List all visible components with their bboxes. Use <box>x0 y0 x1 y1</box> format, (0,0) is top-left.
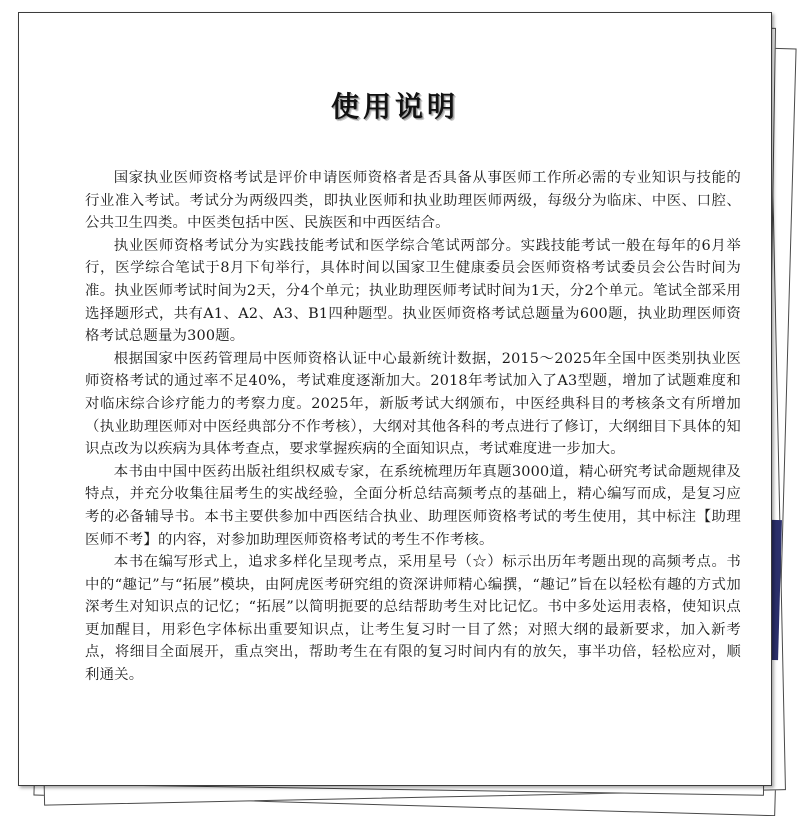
page-title: 使用说明 <box>330 90 459 123</box>
paragraph-book-format: 本书在编写形式上，追求多样化呈现考点，采用星号（☆）标示出历年考题出现的高频考点。书中的“趣记”与“拓展”模块，由阿虎医考研究组的资深讲师精心编撰，“趣记”旨在以轻松有趣的方式加深考生对知识点的记忆；“拓展”以简明扼要的总结帮助考生对比记忆。书中多处运用表格，使知识点更加醒目，用彩色字体标出重要知识点，让考生复习时一目了然；对照大纲的最新要求，加入新考点，将细目全面展开，重点突出，帮助考生在有限的复习时间内有的放矢，事半功倍，轻松应对，顺利通关。 <box>85 554 741 684</box>
paragraph-statistics: 根据国家中医药管理局中医师资格认证中心最新统计数据，2015～2025年全国中医类别执业医师资格考试的通过率不足40%，考试难度逐渐加大。2018年考试加入了A3型题，增加了试题难度和对临床综合诊疗能力的考察力度。2025年，新版考试大纲颁布，中医经典科目的考核条文有所增加（执业助理医师对中医经典部分不作考核），大纲对其他各科的考点进行了修订，大纲细目下具体的知识点改为以疾病为具体考查点，要求掌握疾病的全面知识点，考试难度进一步加大。 <box>85 350 741 458</box>
paragraph-exam-structure: 执业医师资格考试分为实践技能考试和医学综合笔试两部分。实践技能考试一般在每年的6月举行，医学综合笔试于8月下旬举行，具体时间以国家卫生健康委员会医师资格考试委员会公告时间为准。执业医师考试时间为2天，分4个单元；执业助理医师考试时间为1天，分2个单元。笔试全部采用选择题形式，共有A1、A2、A3、B1四种题型。执业医师资格考试总题量为600题，执业助理医师资格考试总题量为300题。 <box>85 237 741 345</box>
paragraph-book-origin: 本书由中国中医药出版社组织权威专家，在系统梳理历年真题3000道，精心研究考试命题规律及特点，并充分收集往届考生的实战经验，全面分析总结高频考点的基础上，精心编写而成，是复习应考的必备辅导书。本书主要供参加中西医结合执业、助理医师资格考试的考生使用，其中标注【助理医师不考】的内容，对参加助理医师资格考试的考生不作考核。 <box>85 463 741 548</box>
page-body <box>85 167 741 687</box>
document-page <box>18 12 772 786</box>
paragraph-intro: 国家执业医师资格考试是评价申请医师资格者是否具备从事医师工作所必需的专业知识与技能的行业准入考试。考试分为两级四类，即执业医师和执业助理医师两级，每级分为临床、中医、口腔、公共卫生四类。中医类包括中医、民族医和中西医结合。 <box>85 170 741 232</box>
